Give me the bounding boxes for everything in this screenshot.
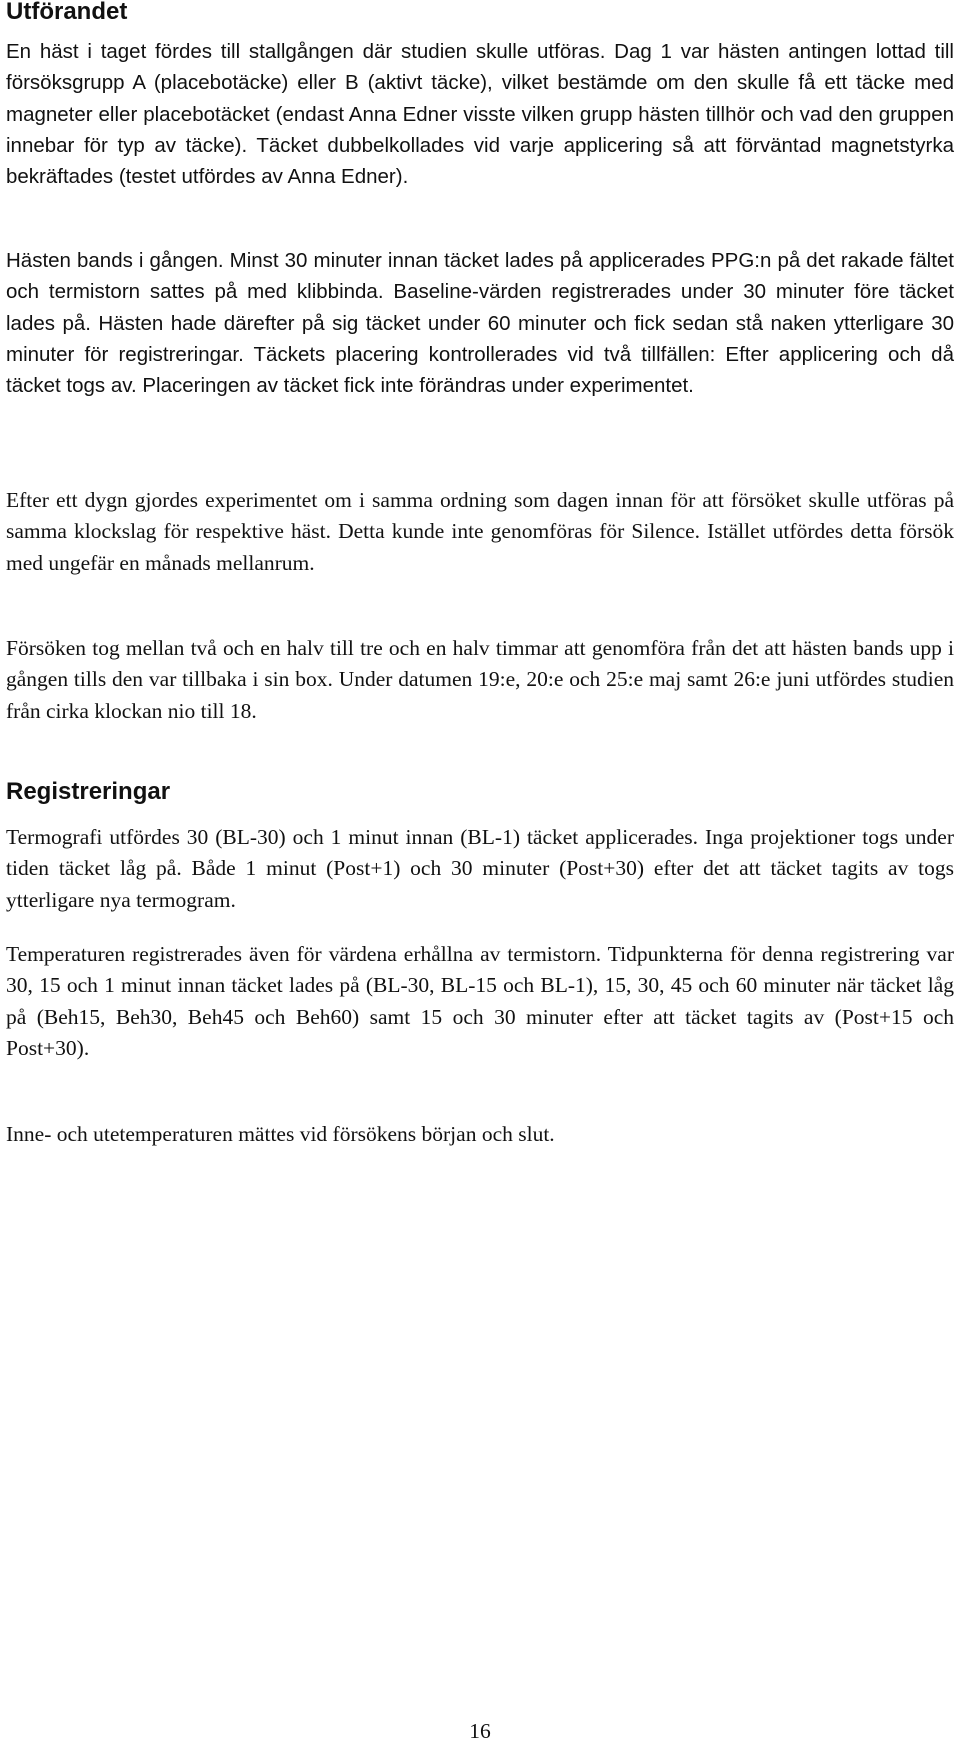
paragraph-temperatures: Inne- och utetemperaturen mättes vid försökens början och slut. (6, 1122, 555, 1146)
paragraph-thermography: Termografi utfördes 30 (BL-30) och 1 minut innan (BL-1) täcket applicerades. Inga projektioner togs under tiden täcket låg på. Både 1 minut (Post+1) och 30 minuter (Post+30) efter det att täcket tagits av togs ytterligare nya termogram. (6, 825, 954, 912)
section-heading-registreringar: Registreringar (6, 778, 171, 805)
page-number: 16 (469, 1719, 491, 1743)
paragraph-tethering: Hästen bands i gången. Minst 30 minuter innan täcket lades på applicerades PPG:n på det rakade fältet och termistorn sattes på med klibbinda. Baseline-värden registrerades under 30 minuter före täcket lades på. Hästen hade därefter på sig täcket under 60 minuter och fick sedan stå naken ytterligare 30 minuter för registreringar. Täckets placering kontrollerades vid två tillfällen: Efter applicering och då täcket togs av. Placeringen av täcket fick inte förändras under experimentet. (6, 249, 954, 398)
paragraph-duration: Försöken tog mellan två och en halv till tre och en halv timmar att genomföra från det att hästen bands upp i gången tills den var tillbaka i sin box. Under datumen 19:e, 20:e och 25:e maj samt 26:e juni utfördes studien från cirka klockan nio till 18. (6, 636, 954, 723)
paragraph-procedure-intro: En häst i taget fördes till stallgången där studien skulle utföras. Dag 1 var hästen antingen lottad till försöksgrupp A (placebotäcke) eller B (aktivt täcke), vilket bestämde om den skulle få ett täcke med magneter eller placebotäcket (endast Anna Edner visste vilken grupp hästen tillhör och vad den gruppen innebar för typ av täcke). Täcket dubbelkollades vid varje applicering så att förväntad magnetstyrka bekräftades (testet utfördes av Anna Edner). (6, 40, 954, 189)
paragraph-repeat-experiment: Efter ett dygn gjordes experimentet om i samma ordning som dagen innan för att försöket skulle utföras på samma klockslag för respektive häst. Detta kunde inte genomföras för Silence. Istället utfördes detta försök med ungefär en månads mellanrum. (6, 488, 954, 575)
section-heading-utforandet: Utförandet (6, 0, 128, 25)
paragraph-thermistor: Temperaturen registrerades även för värdena erhållna av termistorn. Tidpunkterna för denna registrering var 30, 15 och 1 minut innan täcket lades på (BL-30, BL-15 och BL-1), 15, 30, 45 och 60 minuter när täcket låg på (Beh15, Beh30, Beh45 och Beh60) samt 15 och 30 minuter efter att täcket tagits av (Post+15 och Post+30). (6, 942, 954, 1060)
